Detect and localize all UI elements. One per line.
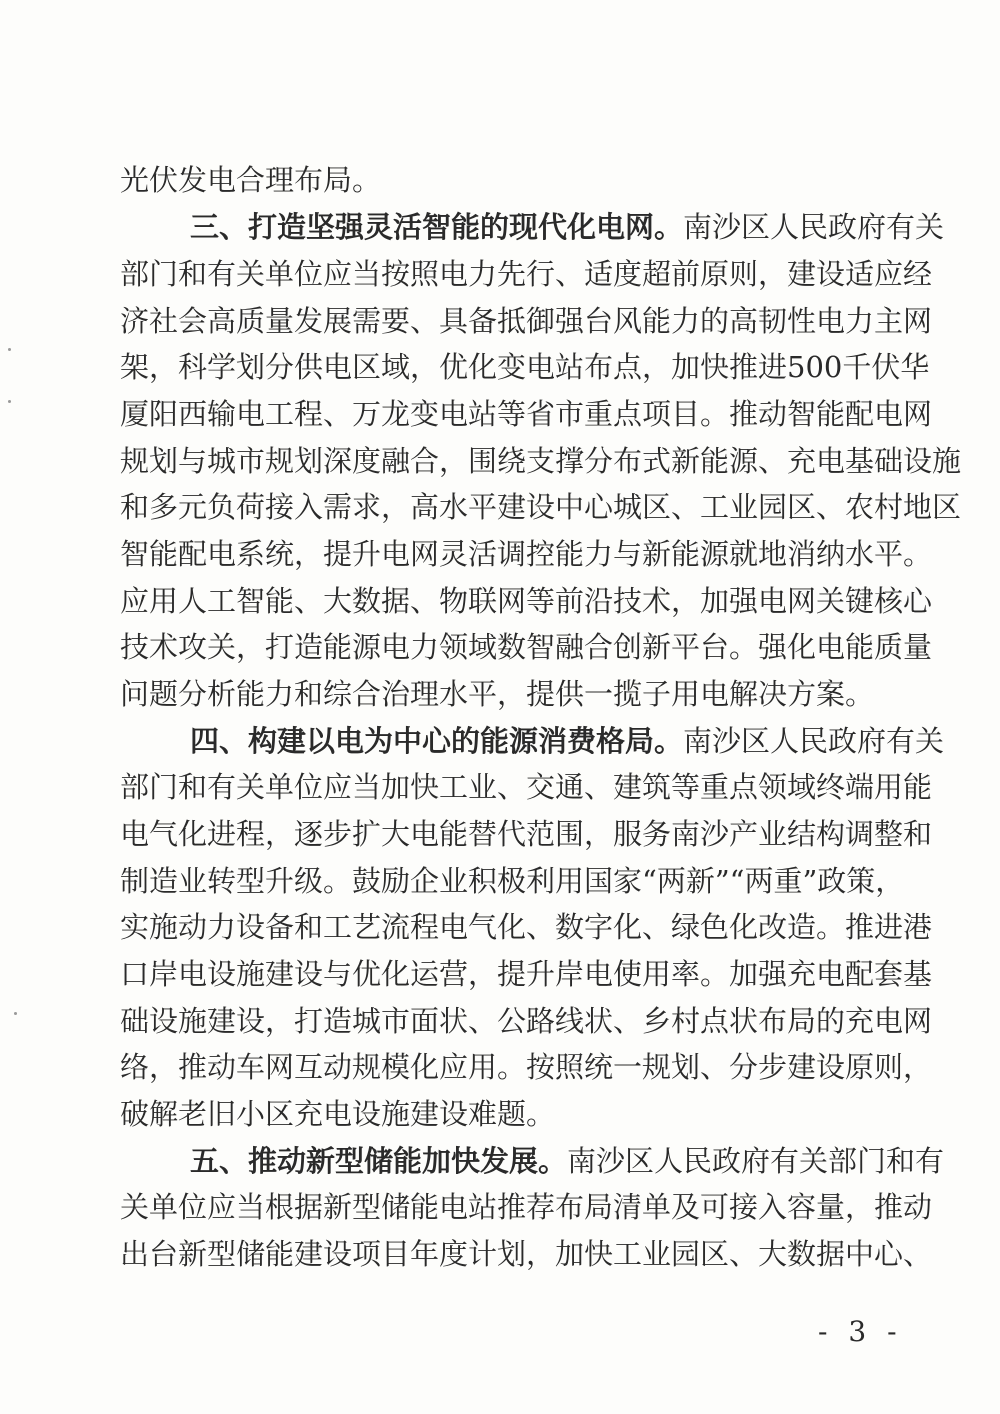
text-line [120,627,933,667]
text-line [120,861,905,901]
text-line [120,347,930,387]
text-line [120,160,882,200]
line-text: 出台新型储能建设项目年度计划，加快工业园区、大数据中心、 [120,1237,933,1271]
text-line [120,907,933,947]
text-line [120,1094,882,1134]
text-line [120,301,933,341]
line-text: 济社会高质量发展需要、具备抵御强台风能力的高韧性电力主网 [120,304,933,338]
line-text: 南沙区人民政府有关部门和有 [567,1144,945,1178]
scan-speck [14,1012,17,1015]
line-text: 智能配电系统，提升电网灵活调控能力与新能源就地消纳水平。 [120,537,933,571]
line-text: 部门和有关单位应当加快工业、交通、建筑等重点领域终端用能 [120,770,933,804]
text-line [120,534,933,574]
page-number: - 3 - [818,1315,903,1348]
line-text: 础设施建设，打造城市面状、公路线状、乡村点状布局的充电网 [120,1004,933,1038]
text-line [120,1234,933,1274]
line-text: 规划与城市规划深度融合，围绕支撑分布式新能源、充电基础设施 [120,444,962,478]
section-heading-line [190,721,945,761]
text-line [120,394,933,434]
scan-speck [8,348,11,351]
section-heading: 五、推动新型储能加快发展。 [190,1144,568,1178]
text-line [120,1001,933,1041]
line-text: 南沙区人民政府有关 [683,724,945,758]
scan-speck [8,400,11,403]
line-text: 和多元负荷接入需求，高水平建设中心城区、工业园区、农村地区 [120,490,962,524]
line-text: 技术攻关，打造能源电力领域数智融合创新平台。强化电能质量 [120,630,933,664]
line-text: 电气化进程，逐步扩大电能替代范围，服务南沙产业结构调整和 [120,817,933,851]
text-line [120,814,933,854]
line-text: 架，科学划分供电区域，优化变电站布点，加快推进500千伏华 [120,350,930,384]
line-text: 关单位应当根据新型储能电站推荐布局清单及可接入容量，推动 [120,1190,933,1224]
section-heading-line [190,1141,945,1181]
text-line [120,1187,933,1227]
line-text: 部门和有关单位应当按照电力先行、适度超前原则，建设适应经 [120,257,933,291]
line-text: 络，推动车网互动规模化应用。按照统一规划、分步建设原则， [120,1050,933,1084]
section-heading-line [190,207,945,247]
line-text: 光伏发电合理布局。 [120,163,382,197]
text-line [120,954,933,994]
line-text: 破解老旧小区充电设施建设难题。 [120,1097,556,1131]
text-line [120,441,962,481]
line-text: 厦阳西输电工程、万龙变电站等省市重点项目。推动智能配电网 [120,397,933,431]
section-heading: 三、打造坚强灵活智能的现代化电网。 [190,210,684,244]
line-text: 问题分析能力和综合治理水平，提供一揽子用电解决方案。 [120,677,875,711]
text-line [120,767,933,807]
text-line [120,674,882,714]
text-line [120,581,933,621]
line-text: 制造业转型升级。鼓励企业积极利用国家“两新”“两重”政策， [120,864,905,898]
text-line [120,487,962,527]
line-text: 实施动力设备和工艺流程电气化、数字化、绿色化改造。推进港 [120,910,933,944]
line-text: 南沙区人民政府有关 [683,210,945,244]
section-heading: 四、构建以电为中心的能源消费格局。 [190,724,684,758]
line-text: 口岸电设施建设与优化运营，提升岸电使用率。加强充电配套基 [120,957,933,991]
line-text: 应用人工智能、大数据、物联网等前沿技术，加强电网关键核心 [120,584,933,618]
text-line [120,1047,933,1087]
text-line [120,254,933,294]
